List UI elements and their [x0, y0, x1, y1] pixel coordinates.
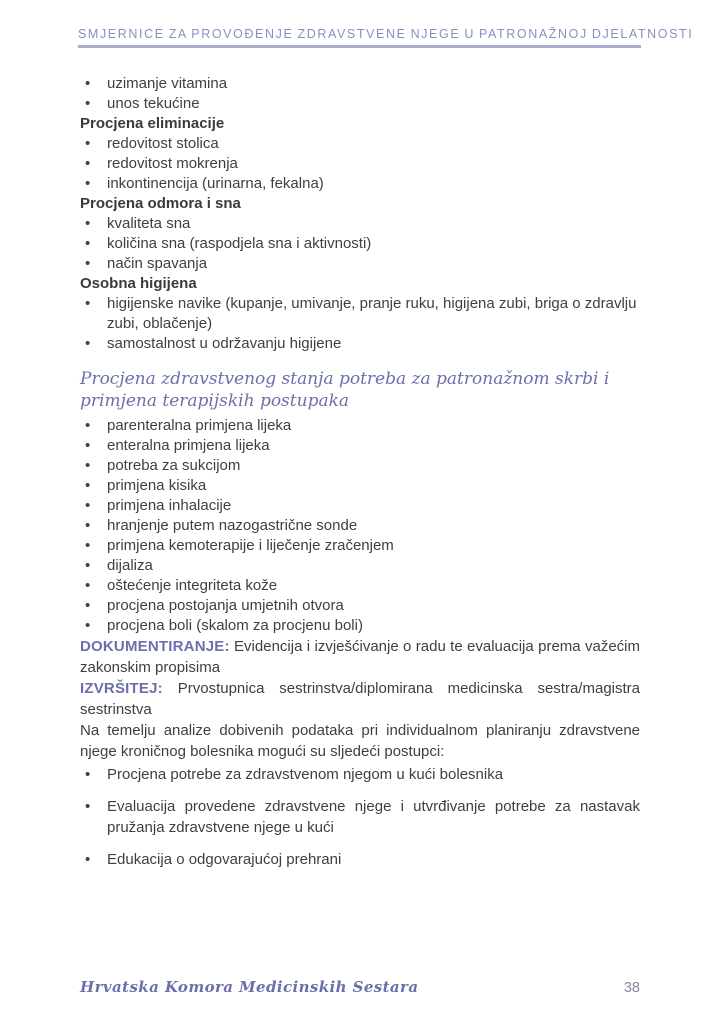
section-heading-higijena: Osobna higijena: [80, 275, 197, 292]
bullet-item: • primjena inhalacije: [80, 496, 640, 516]
bullet-list-higijena: [80, 294, 640, 354]
bullet-list-postupci: [80, 764, 640, 870]
bullet-list-procjena: [80, 416, 640, 636]
page-header-title: SMJERNICE ZA PROVOĐENJE ZDRAVSTVENE NJEGE U PATRONAŽNOJ DJELATNOSTI: [78, 27, 694, 41]
bullet-item: • samostalnost u održavanju higijene: [80, 334, 640, 354]
section-heading-odmor: Procjena odmora i sna: [80, 195, 241, 212]
bullet-item: • oštećenje integriteta kože: [80, 576, 640, 596]
bullet-item: • kvaliteta sna: [80, 214, 640, 234]
bullet-item: • primjena kemoterapije i liječenje zračenjem: [80, 536, 640, 556]
dokumentiranje-label: DOKUMENTIRANJE:: [80, 638, 230, 655]
section-heading-eliminacija: Procjena eliminacije: [80, 115, 225, 132]
bullet-item: • redovitost mokrenja: [80, 154, 640, 174]
bullet-item: • redovitost stolica: [80, 134, 640, 154]
bullet-item: • potreba za sukcijom: [80, 456, 640, 476]
izvrsitej-label: IZVRŠITEJ:: [80, 680, 163, 697]
intro-paragraph: Na temelju analize dobivenih podataka pri individualnom planiranju zdravstvene njege kroničnog bolesnika mogući su sljedeći postupci:: [80, 722, 640, 760]
bullet-item: • uzimanje vitamina: [80, 74, 640, 94]
bullet-item: • primjena kisika: [80, 476, 640, 496]
bullet-item: • parenteralna primjena lijeka: [80, 416, 640, 436]
dokumentiranje-paragraph: [80, 636, 640, 678]
bullet-item: • inkontinencija (urinarna, fekalna): [80, 174, 640, 194]
bullet-item: • hranjenje putem nazogastrične sonde: [80, 516, 640, 536]
bullet-item: • Procjena potrebe za zdravstvenom njegom u kući bolesnika: [80, 764, 640, 785]
bullet-item: • Evaluacija provedene zdravstvene njege i utvrđivanje potrebe za nastavak pružanja zdravstvene njege u kući: [80, 796, 640, 838]
document-body: [80, 74, 640, 870]
footer-page-number: 38: [623, 980, 640, 996]
bullet-item: • higijenske navike (kupanje, umivanje, pranje ruku, higijena zubi, briga o zdravlju zubi, oblačenje): [80, 294, 640, 334]
bullet-item: • dijaliza: [80, 556, 640, 576]
bullet-item: • procjena boli (skalom za procjenu boli): [80, 616, 640, 636]
bullet-item: • enteralna primjena lijeka: [80, 436, 640, 456]
page-footer: [80, 978, 640, 996]
bullet-list-odmor: [80, 214, 640, 274]
bullet-item: • način spavanja: [80, 254, 640, 274]
izvrsitej-text: Prvostupnica sestrinstva/diplomirana medicinska sestra/magistra sestrinstva: [80, 680, 640, 718]
bullet-list-continuation: [80, 74, 640, 114]
header-underline: [78, 45, 641, 48]
bullet-item: • Edukacija o odgovarajućoj prehrani: [80, 849, 640, 870]
dokumentiranje-text: Evidencija i izvješćivanje o radu te evaluacija prema važećim zakonskim propisima: [80, 638, 640, 676]
bullet-item: • procjena postojanja umjetnih otvora: [80, 596, 640, 616]
bullet-item: • unos tekućine: [80, 94, 640, 114]
section-heading-procjena-zdravstvenog-stanja: Procjena zdravstvenog stanja potreba za patronažnom skrbi i primjena terapijskih postupaka: [80, 369, 610, 411]
footer-organization: Hrvatska Komora Medicinskih Sestara: [80, 978, 419, 996]
bullet-item: • količina sna (raspodjela sna i aktivnosti): [80, 234, 640, 254]
izvrsitej-paragraph: [80, 678, 640, 720]
page-header: [78, 27, 694, 48]
bullet-list-eliminacija: [80, 134, 640, 194]
